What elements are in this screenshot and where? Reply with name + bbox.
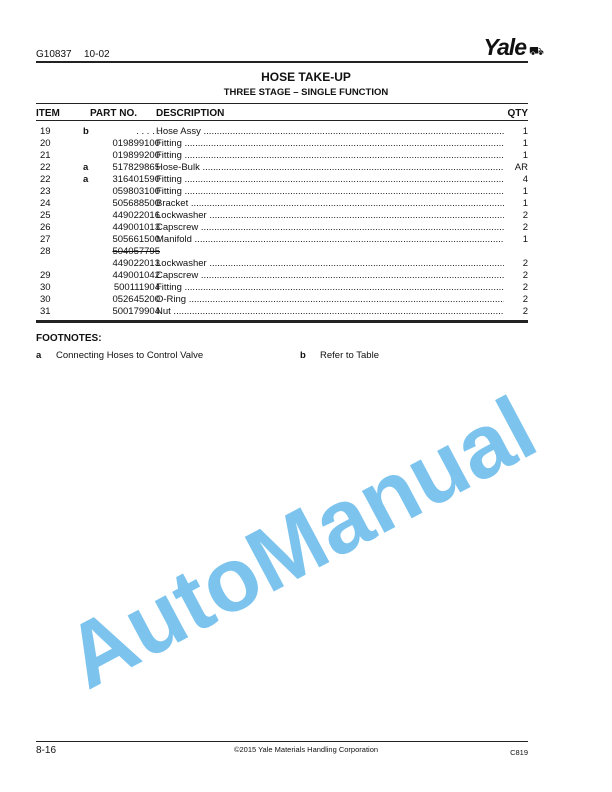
table-row [36, 210, 528, 222]
description [156, 258, 504, 270]
description [156, 234, 504, 246]
description-text: O-Ring [156, 294, 187, 305]
page-title: HOSE TAKE-UP [261, 70, 351, 84]
footnote-flag: a [83, 174, 89, 185]
quantity: 1 [522, 234, 528, 245]
description [156, 174, 504, 186]
table-row [36, 186, 528, 198]
footnote-text-b: Refer to Table [320, 350, 379, 361]
description-text: Lockwasher [156, 258, 207, 269]
quantity: 2 [522, 306, 528, 317]
part-number-value: 500111904 [113, 282, 160, 293]
description [156, 210, 504, 222]
item-number: 30 [40, 294, 51, 305]
quantity: 1 [522, 150, 528, 161]
quantity: 1 [522, 186, 528, 197]
yale-logo: Yale [483, 34, 526, 60]
part-number-value: 019899100 [112, 138, 160, 149]
watermark: AutoManual [50, 378, 552, 709]
footnote-flag: b [83, 126, 89, 137]
description-text: Lockwasher [156, 210, 207, 221]
page-code: C819 [510, 748, 528, 757]
table-row [36, 258, 528, 270]
footnote-text-a: Connecting Hoses to Control Valve [56, 350, 204, 361]
item-number: 29 [40, 270, 51, 281]
quantity: 2 [522, 210, 528, 221]
description-text: Fitting [156, 174, 182, 185]
part-number [83, 270, 160, 282]
part-number [83, 138, 160, 150]
item-number: 24 [40, 198, 51, 209]
part-number-value: 449001042 [112, 270, 160, 281]
item-number: 26 [40, 222, 51, 233]
item-number: 28 [40, 246, 51, 257]
part-number [83, 234, 160, 246]
part-number-value: 500179904 [112, 306, 160, 317]
part-number-value: . . . . . [136, 126, 160, 137]
item-number: 22 [40, 174, 51, 185]
description [156, 222, 504, 234]
part-number [83, 150, 160, 162]
part-number-value: 052645200 [112, 294, 160, 305]
description-text: Manifold [156, 234, 192, 245]
part-number-value: 059803100 [112, 186, 160, 197]
part-number-value: 019899200 [112, 150, 160, 161]
col-description: DESCRIPTION [156, 108, 225, 119]
item-number: 22 [40, 162, 51, 173]
copyright: ©2015 Yale Materials Handling Corporation [233, 745, 379, 754]
description [156, 138, 504, 150]
description [156, 294, 504, 306]
quantity: 1 [522, 138, 528, 149]
table-row [36, 162, 528, 174]
item-number: 19 [40, 126, 51, 137]
description [156, 150, 504, 162]
part-number [83, 162, 160, 174]
quantity: 2 [522, 270, 528, 281]
description [156, 162, 504, 174]
quantity: 2 [522, 294, 528, 305]
description-text: Bracket [156, 198, 189, 209]
part-number-value: 505661500 [112, 234, 160, 245]
item-number: 23 [40, 186, 51, 197]
quantity: 2 [522, 222, 528, 233]
footnote-flag: a [83, 162, 89, 173]
table-row [36, 294, 528, 306]
table-top-rule [36, 103, 528, 104]
item-number: 30 [40, 282, 51, 293]
part-number [83, 246, 160, 258]
part-number [83, 198, 160, 210]
description [156, 306, 504, 318]
item-number: 21 [40, 150, 51, 161]
description [156, 186, 504, 198]
quantity: 2 [522, 258, 528, 269]
header-rule [36, 61, 528, 63]
part-number-value: 449022013 [112, 258, 160, 269]
footnote-key-a: a [36, 350, 42, 361]
footer-rule [36, 741, 528, 742]
description-text: Capscrew [156, 222, 199, 233]
table-row [36, 138, 528, 150]
part-number [83, 210, 160, 222]
part-number-value: 505688500 [112, 198, 160, 209]
part-number-value: 504057795 [112, 246, 160, 257]
description [156, 282, 504, 294]
part-number-value: 449001013 [112, 222, 160, 233]
table-row [36, 246, 528, 258]
quantity: 2 [522, 282, 528, 293]
item-number: 25 [40, 210, 51, 221]
col-item: ITEM [36, 108, 60, 119]
revision: 10-02 [84, 49, 110, 60]
table-bottom-rule [36, 320, 528, 323]
part-number [83, 174, 160, 186]
table-row [36, 270, 528, 282]
description [156, 270, 504, 282]
part-number [83, 222, 160, 234]
description-text: Fitting [156, 138, 182, 149]
header-underline [36, 120, 528, 121]
quantity: AR [514, 162, 528, 173]
description-text: Capscrew [156, 270, 199, 281]
forklift-icon: ⛟ [528, 44, 544, 58]
description-text: Hose Assy [156, 126, 201, 137]
part-number [83, 294, 160, 306]
description-text: Hose-Bulk [156, 162, 200, 173]
table-row [36, 198, 528, 210]
description-text: Fitting [156, 186, 182, 197]
item-number: 27 [40, 234, 51, 245]
footnote-key-b: b [300, 350, 306, 361]
doc-number: G10837 [36, 49, 72, 60]
part-number [83, 126, 160, 138]
item-number: 31 [40, 306, 51, 317]
page-subtitle: THREE STAGE – SINGLE FUNCTION [223, 87, 389, 98]
page-number: 8-16 [36, 745, 57, 756]
table-row [36, 150, 528, 162]
quantity: 1 [522, 198, 528, 209]
quantity: 1 [522, 126, 528, 137]
table-row [36, 174, 528, 186]
table-row [36, 282, 528, 294]
part-number [83, 282, 160, 294]
table-row [36, 222, 528, 234]
part-number-value: 517829865 [112, 162, 160, 173]
description-text: Nut [156, 306, 171, 317]
part-number [83, 306, 160, 318]
col-qty: QTY [507, 108, 528, 119]
table-row [36, 234, 528, 246]
description-text: Fitting [156, 282, 182, 293]
part-number [83, 186, 160, 198]
footnotes-heading: FOOTNOTES: [36, 333, 102, 344]
item-number: 20 [40, 138, 51, 149]
description-text: Fitting [156, 150, 182, 161]
description [156, 126, 504, 138]
part-number [83, 258, 160, 270]
table-row [36, 306, 528, 318]
part-number-value: 316401590 [112, 174, 160, 185]
part-number-value: 449022016 [112, 210, 160, 221]
table-row [36, 126, 528, 138]
col-part: PART NO. [90, 108, 138, 119]
description [156, 198, 504, 210]
quantity: 4 [522, 174, 528, 185]
